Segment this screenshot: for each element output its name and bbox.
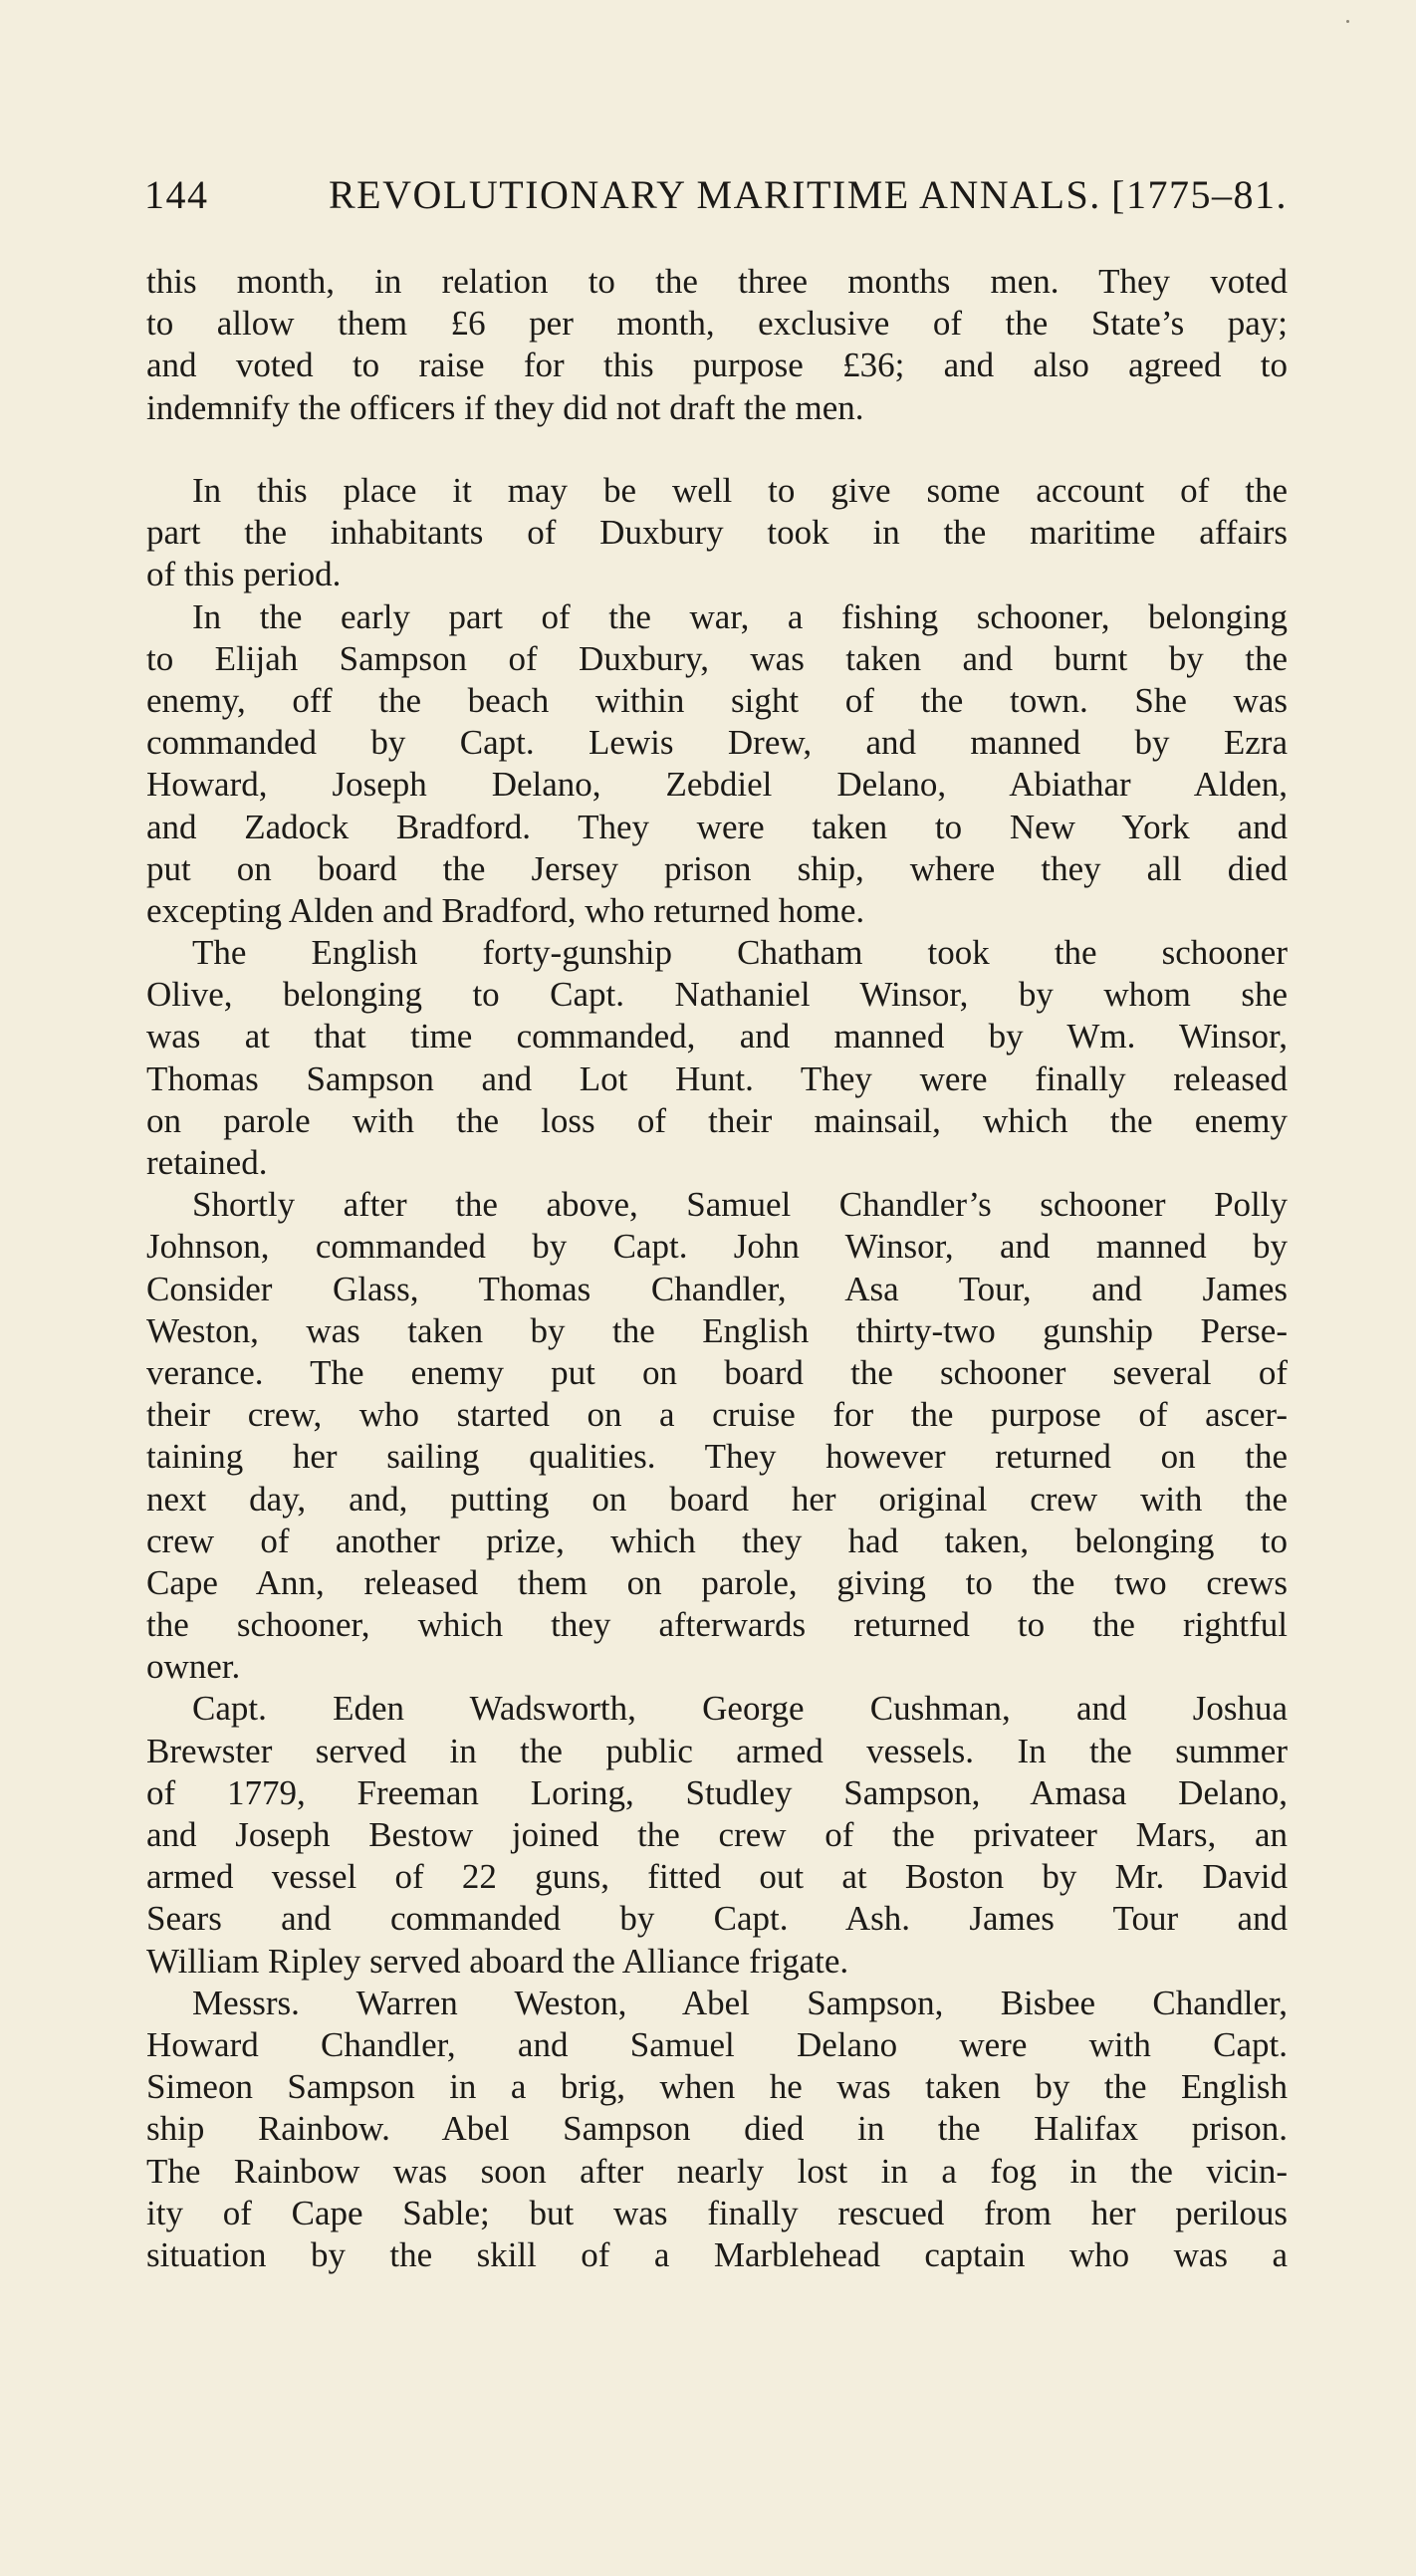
text-line: their crew, who started on a cruise for the purpose of ascer- [146, 1395, 1288, 1435]
text-line: The English forty-gunship Chatham took the schooner [192, 933, 1288, 973]
text-line: In the early part of the war, a fishing schooner, belonging [192, 596, 1288, 636]
text-line: Messrs. Warren Weston, Abel Sampson, Bisbee Chandler, [192, 1983, 1288, 2022]
text-line: situation by the skill of a Marblehead captain who was a [146, 2234, 1288, 2274]
text-line: Johnson, commanded by Capt. John Winsor, and manned by [146, 1227, 1288, 1267]
text-line: retained. [146, 1143, 268, 1182]
running-head [144, 171, 1288, 223]
text-line: owner. [146, 1647, 241, 1687]
text-line: excepting Alden and Bradford, who returned home. [146, 890, 865, 930]
text-line: next day, and, putting on board her original crew with the [146, 1479, 1288, 1519]
text-line: and voted to raise for this purpose £36; and also agreed to [146, 346, 1288, 385]
text-line: of this period. [146, 555, 342, 594]
text-line: on parole with the loss of their mainsail, which the enemy [146, 1100, 1288, 1140]
text-line: Sears and commanded by Capt. Ash. James Tour and [146, 1899, 1288, 1939]
text-line: Capt. Eden Wadsworth, George Cushman, and Joshua [192, 1689, 1288, 1729]
text-line: Consider Glass, Thomas Chandler, Asa Tour, and James [146, 1269, 1288, 1308]
text-line: Brewster served in the public armed vessels. In the summer [146, 1731, 1288, 1770]
text-line: Thomas Sampson and Lot Hunt. They were finally released [146, 1058, 1288, 1098]
text-line: William Ripley served aboard the Alliance frigate. [146, 1941, 849, 1981]
text-line: this month, in relation to the three months men. They voted [146, 262, 1288, 301]
text-line: verance. The enemy put on board the schooner several of [146, 1352, 1288, 1392]
text-line: was at that time commanded, and manned by Wm. Winsor, [146, 1017, 1288, 1056]
text-line: armed vessel of 22 guns, fitted out at Boston by Mr. David [146, 1857, 1288, 1897]
text-line: and Zadock Bradford. They were taken to New York and [146, 807, 1288, 846]
text-line: ity of Cape Sable; but was finally rescued from her perilous [146, 2193, 1288, 2232]
page-number: 144 [144, 172, 209, 217]
text-line: In this place it may be well to give some account of the [192, 471, 1288, 510]
text-line: of 1779, Freeman Loring, Studley Sampson, Amasa Delano, [146, 1772, 1288, 1812]
text-line: to allow them £6 per month, exclusive of the State’s pay; [146, 304, 1288, 344]
text-line: Howard Chandler, and Samuel Delano were with Capt. [146, 2024, 1288, 2064]
text-line: ship Rainbow. Abel Sampson died in the Halifax prison. [146, 2109, 1288, 2149]
paper-speck [1346, 20, 1349, 23]
text-line: The Rainbow was soon after nearly lost in a fog in the vicin- [146, 2151, 1288, 2191]
text-line: crew of another prize, which they had taken, belonging to [146, 1521, 1288, 1560]
paragraph-three-months-men [146, 261, 1288, 429]
text-line: Cape Ann, released them on parole, giving to the two crews [146, 1562, 1288, 1602]
text-line: Shortly after the above, Samuel Chandler’s schooner Polly [192, 1185, 1288, 1225]
text-line: Olive, belonging to Capt. Nathaniel Winsor, by whom she [146, 975, 1288, 1015]
text-line: Weston, was taken by the English thirty-two gunship Perse- [146, 1310, 1288, 1350]
text-line: to Elijah Sampson of Duxbury, was taken and burnt by the [146, 638, 1288, 678]
text-line: indemnify the officers if they did not draft the men. [146, 387, 864, 427]
text-line: the schooner, which they afterwards returned to the rightful [146, 1605, 1288, 1645]
year-range: [1775–81. [1111, 172, 1288, 217]
running-title: REVOLUTIONARY MARITIME ANNALS. [329, 172, 1101, 217]
duxbury-maritime-section [146, 470, 1288, 2276]
text-line: put on board the Jersey prison ship, where they all died [146, 848, 1288, 888]
text-line: commanded by Capt. Lewis Drew, and manned by Ezra [146, 723, 1288, 763]
text-line: taining her sailing qualities. They however returned on the [146, 1437, 1288, 1477]
text-line: part the inhabitants of Duxbury took in the maritime affairs [146, 513, 1288, 553]
text-line: enemy, off the beach within sight of the town. She was [146, 680, 1288, 720]
text-line: and Joseph Bestow joined the crew of the privateer Mars, an [146, 1815, 1288, 1854]
text-line: Howard, Joseph Delano, Zebdiel Delano, Abiathar Alden, [146, 765, 1288, 805]
text-line: Simeon Sampson in a brig, when he was taken by the English [146, 2067, 1288, 2107]
